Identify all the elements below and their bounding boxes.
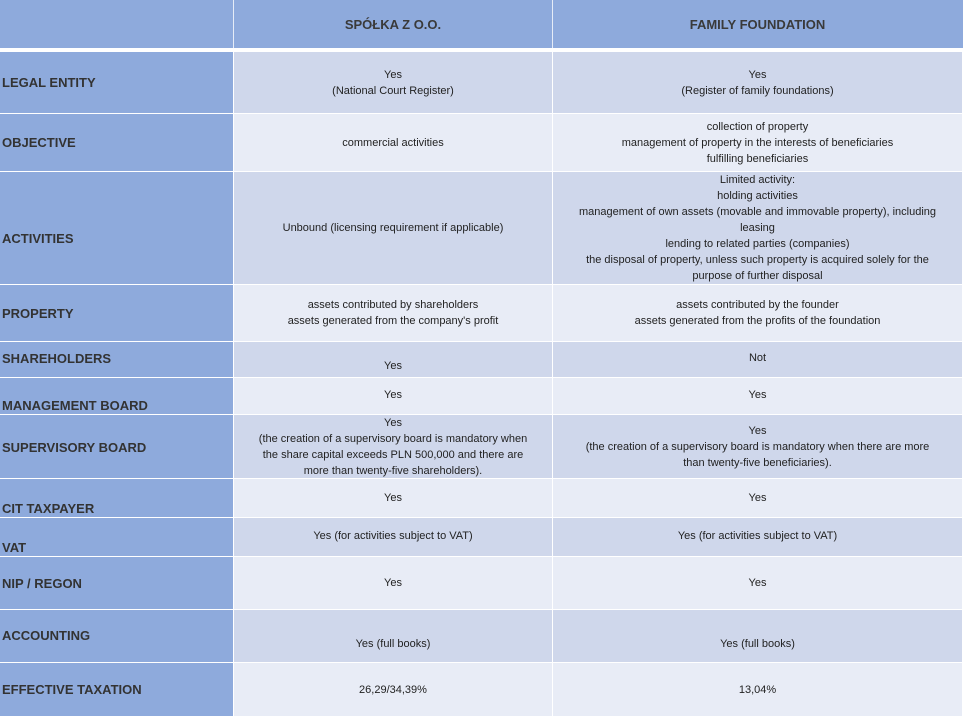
cell-foundation: assets contributed by the founder assets generated from the profits of the foundation xyxy=(553,285,962,341)
cell-foundation: Yes (Register of family foundations) xyxy=(553,52,962,113)
table-row xyxy=(0,378,963,414)
cell-spolka: Yes (the creation of a supervisory board is mandatory when the share capital exceeds PLN 500,000 and there are more than twenty-five shareholders). xyxy=(234,415,552,478)
row-label: ACCOUNTING xyxy=(0,610,233,662)
cell-foundation: Yes xyxy=(553,479,962,517)
table-row xyxy=(0,342,963,377)
cell-foundation: Not xyxy=(553,342,962,377)
cell-spolka: Yes xyxy=(234,479,552,517)
cell-spolka: assets contributed by shareholders assets generated from the company's profit xyxy=(234,285,552,341)
header-blank-cell xyxy=(0,0,233,48)
row-label: NIP / REGON xyxy=(0,557,233,609)
cell-foundation: Yes xyxy=(553,557,962,609)
row-label: CIT TAXPAYER xyxy=(0,479,233,517)
table-row xyxy=(0,172,963,284)
table-header xyxy=(0,0,963,48)
row-label: ACTIVITIES xyxy=(0,172,233,284)
table-row xyxy=(0,415,963,478)
cell-spolka: commercial activities xyxy=(234,114,552,171)
table-row xyxy=(0,518,963,556)
table-row xyxy=(0,557,963,609)
table-row xyxy=(0,610,963,662)
cell-spolka: Yes (full books) xyxy=(234,610,552,662)
cell-foundation: Yes xyxy=(553,378,962,414)
cell-foundation: Limited activity: holding activities management of own assets (movable and immovable property), including leasing lending to related parties (companies) the disposal of property, unless such property is acquired solely for the purpose of further disposal xyxy=(553,172,962,284)
row-label: SUPERVISORY BOARD xyxy=(0,415,233,478)
row-label: PROPERTY xyxy=(0,285,233,341)
cell-foundation: 13,04% xyxy=(553,663,962,716)
cell-spolka: Yes xyxy=(234,342,552,377)
table-row xyxy=(0,114,963,171)
cell-spolka: Yes (for activities subject to VAT) xyxy=(234,518,552,556)
table-row xyxy=(0,52,963,113)
row-label: OBJECTIVE xyxy=(0,114,233,171)
row-label: MANAGEMENT BOARD xyxy=(0,378,233,414)
cell-spolka: Unbound (licensing requirement if applicable) xyxy=(234,172,552,284)
table-row xyxy=(0,663,963,716)
cell-foundation: Yes (full books) xyxy=(553,610,962,662)
cell-spolka: Yes (National Court Register) xyxy=(234,52,552,113)
table-row xyxy=(0,479,963,517)
cell-spolka: Yes xyxy=(234,378,552,414)
header-family-foundation: FAMILY FOUNDATION xyxy=(689,16,826,32)
cell-foundation: collection of property management of property in the interests of beneficiaries fulfilling beneficiaries xyxy=(553,114,962,171)
cell-spolka: 26,29/34,39% xyxy=(234,663,552,716)
row-label: SHAREHOLDERS xyxy=(0,342,233,377)
cell-foundation: Yes (for activities subject to VAT) xyxy=(553,518,962,556)
cell-spolka: Yes xyxy=(234,557,552,609)
cell-foundation: Yes (the creation of a supervisory board is mandatory when there are more than twenty-five beneficiaries). xyxy=(553,415,962,478)
row-label: VAT xyxy=(0,518,233,556)
header-spolka: SPÓŁKA Z O.O. xyxy=(344,16,442,32)
table-row xyxy=(0,285,963,341)
row-label: LEGAL ENTITY xyxy=(0,52,233,113)
row-label: EFFECTIVE TAXATION xyxy=(0,663,233,716)
